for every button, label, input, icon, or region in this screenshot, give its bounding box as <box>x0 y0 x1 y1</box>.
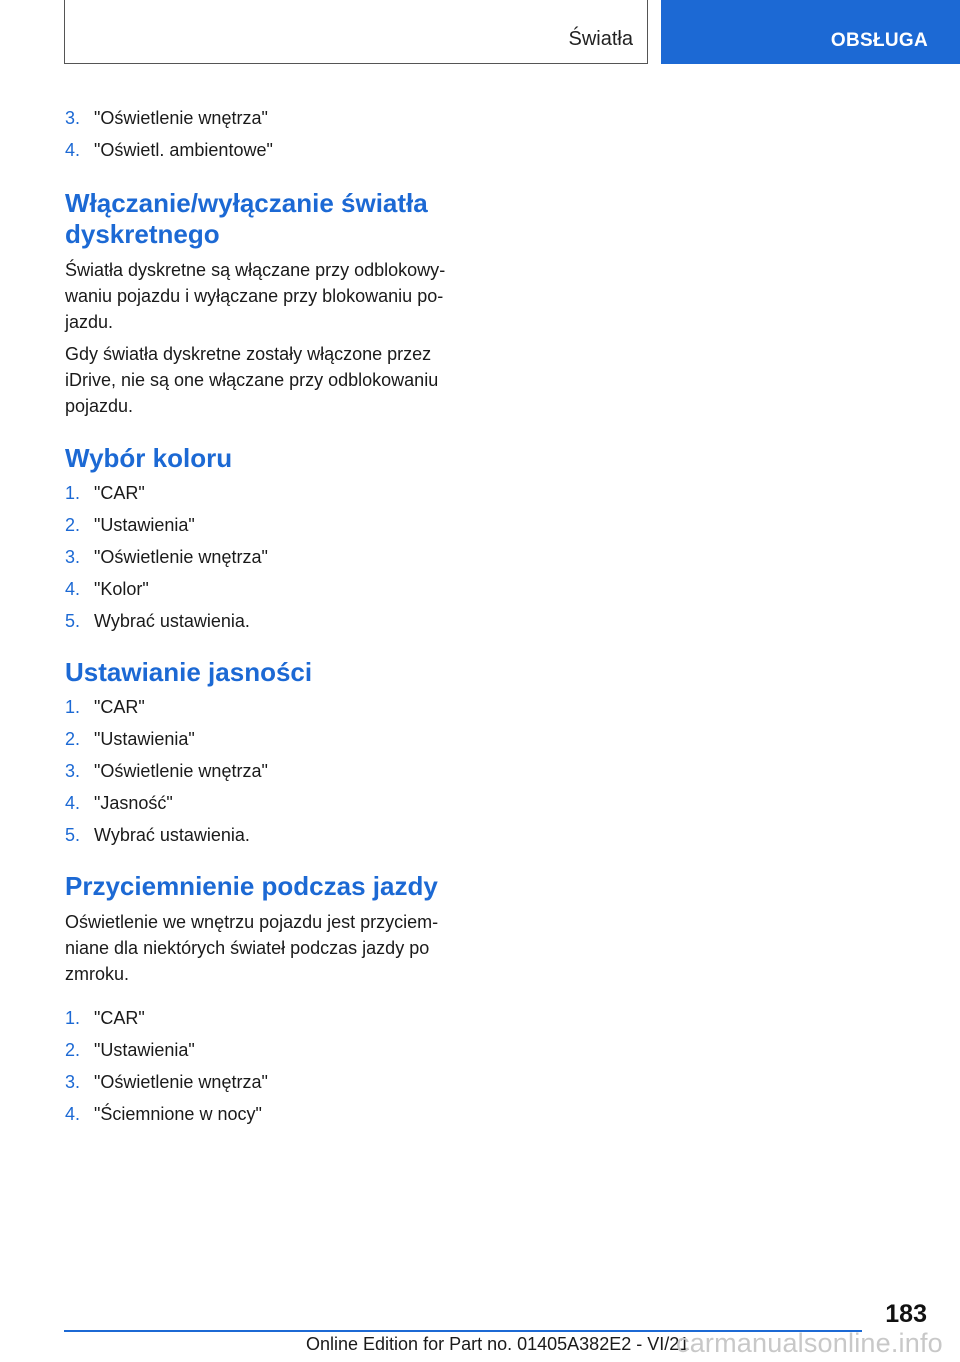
step-text: "CAR" <box>94 483 145 503</box>
paragraph: Gdy światła dyskretne zostały włączone przez iDrive, nie są one włączane przy odblokowaniu pojazdu. <box>65 344 439 416</box>
list-item <box>65 1002 475 1034</box>
step-number: 2. <box>65 515 81 535</box>
step-text: "Kolor" <box>94 579 149 599</box>
list-item <box>65 819 475 851</box>
list-item <box>65 723 475 755</box>
page-content <box>65 102 475 1130</box>
step-text: "CAR" <box>94 697 145 717</box>
list-item <box>65 102 475 134</box>
step-text: "Ustawienia" <box>94 515 195 535</box>
step-text: "Ściemnione w nocy" <box>94 1104 262 1124</box>
list-item <box>65 1098 475 1130</box>
step-number: 2. <box>65 1040 81 1060</box>
step-text: "Oświetlenie wnętrza" <box>94 1072 268 1092</box>
step-text: "Jasność" <box>94 793 173 813</box>
header-section-box <box>64 0 648 64</box>
chapter-tab-label: OBSŁUGA <box>830 30 928 51</box>
list-item <box>65 1066 475 1098</box>
chapter-tab <box>661 0 960 64</box>
list-item <box>65 134 475 166</box>
section-heading: Wybór koloru <box>65 443 233 473</box>
step-text: "CAR" <box>94 1008 145 1028</box>
list-item <box>65 541 475 573</box>
step-number: 4. <box>65 793 81 813</box>
step-text: "Oświetlenie wnętrza" <box>94 547 268 567</box>
step-number: 3. <box>65 547 81 567</box>
section-heading: Włączanie/wyłączanie światła dyskretnego <box>65 188 428 249</box>
step-number: 2. <box>65 729 81 749</box>
paragraph: Światła dyskretne są włączane przy odblokowywaniu pojazdu i wyłączane przy blokowaniu pojazdu. <box>65 260 446 332</box>
list-item <box>65 691 475 723</box>
list-item <box>65 573 475 605</box>
step-text: "Oświetlenie wnętrza" <box>94 761 268 781</box>
section-heading: Ustawianie jasności <box>65 657 313 687</box>
step-number: 1. <box>65 1008 81 1028</box>
section-title: Światła <box>568 28 633 50</box>
step-number: 3. <box>65 1072 81 1092</box>
step-text: "Oświetl. ambientowe" <box>94 140 273 160</box>
step-text: "Ustawienia" <box>94 1040 195 1060</box>
list-item <box>65 1034 475 1066</box>
watermark: carmanualsonline.info <box>676 1328 943 1358</box>
list-item <box>65 787 475 819</box>
step-text: Wybrać ustawienia. <box>94 611 250 631</box>
steps-list <box>65 691 475 851</box>
list-item <box>65 477 475 509</box>
paragraph: Oświetlenie we wnętrzu pojazdu jest przyciemniane dla niektórych świateł podczas jazdy po zmroku. <box>65 912 439 984</box>
step-number: 4. <box>65 140 81 160</box>
top-steps-list <box>65 102 475 166</box>
step-number: 1. <box>65 697 81 717</box>
step-number: 3. <box>65 108 81 128</box>
list-item <box>65 509 475 541</box>
steps-list <box>65 1002 475 1130</box>
section-heading: Przyciemnienie podczas jazdy <box>65 871 438 901</box>
edition-note: Online Edition for Part no. 01405A382E2 - VI/21 <box>306 1334 690 1354</box>
step-number: 3. <box>65 761 81 781</box>
step-text: "Ustawienia" <box>94 729 195 749</box>
step-text: "Oświetlenie wnętrza" <box>94 108 268 128</box>
step-number: 4. <box>65 1104 81 1124</box>
step-number: 5. <box>65 611 81 631</box>
step-text: Wybrać ustawienia. <box>94 825 250 845</box>
list-item <box>65 755 475 787</box>
step-number: 5. <box>65 825 81 845</box>
list-item <box>65 605 475 637</box>
steps-list <box>65 477 475 637</box>
step-number: 1. <box>65 483 81 503</box>
page-number: 183 <box>885 1300 927 1328</box>
step-number: 4. <box>65 579 81 599</box>
